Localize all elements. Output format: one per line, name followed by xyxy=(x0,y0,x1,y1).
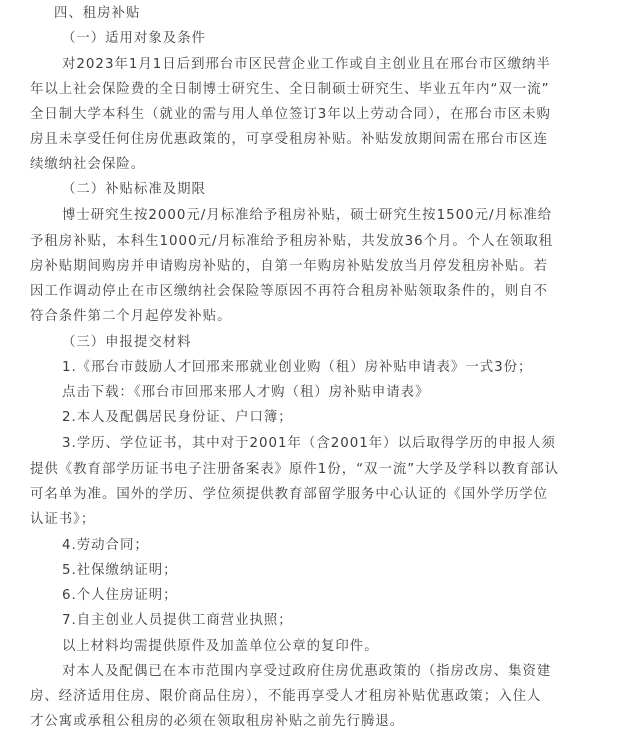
paragraph-line: 续缴纳社会保险。 xyxy=(30,157,146,172)
subheading-eligibility: （一）适用对象及条件 xyxy=(62,31,206,46)
paragraph-line: 房、经济适用住房、限价商品住房），不能再享受人才租房补贴优惠政策；入住人 xyxy=(30,689,542,704)
material-item: 1.《邢台市鼓励人才回邢来邢就业创业购（租）房补贴申请表》一式3份； xyxy=(62,360,533,375)
paragraph-line: 予租房补贴，本科生1000元/月标准给予租房补贴，共发放36个月。个人在领取租 xyxy=(30,234,554,249)
subheading-standard: （二）补贴标准及期限 xyxy=(62,182,206,197)
download-label: 点击下载： xyxy=(62,385,134,400)
paragraph-line: 全日制大学本科生（就业的需与用人单位签订3年以上劳动合同），在邢台市区未购 xyxy=(30,107,551,122)
material-item: 7.自主创业人员提供工商营业执照； xyxy=(62,613,293,628)
paragraph-line: 才公寓或承租公租房的必须在领取租房补贴之前先行腾退。 xyxy=(30,714,405,729)
subheading-materials: （三）申报提交材料 xyxy=(62,335,192,350)
paragraph-line: 对本人及配偶已在本市范围内享受过政府住房优惠政策的（指房改房、集资建 xyxy=(62,664,552,679)
section-heading: 四、租房补贴 xyxy=(54,6,141,21)
paragraph-line: 因工作调动停止在市区缴纳社会保险等原因不再符合租房补贴领取条件的，则自不 xyxy=(30,284,549,299)
material-item: 3.学历、学位证书，其中对于2001年（含2001年）以后取得学历的申报人须 xyxy=(62,436,556,451)
materials-note: 以上材料均需提供原件及加盖单位公章的复印件。 xyxy=(62,639,379,654)
paragraph-line: 提供《教育部学历证书电子注册备案表》原件1份，“双一流”大学及学科以教育部认 xyxy=(30,462,560,477)
download-link[interactable]: 《邢台市回邢来邢人才购（租）房补贴申请表》 xyxy=(133,385,430,400)
material-item: 6.个人住房证明； xyxy=(62,588,178,603)
download-row xyxy=(62,380,600,405)
paragraph-line: 对2023年1月1日后到邢台市区民营企业工作或自主创业且在邢台市区缴纳半 xyxy=(62,57,551,72)
material-item: 4.劳动合同； xyxy=(62,538,149,553)
paragraph-line: 可名单为准。国外的学历、学位须提供教育部留学服务中心认证的《国外学历学位 xyxy=(30,487,549,502)
paragraph-line: 符合条件第二个月起停发补贴。 xyxy=(30,309,232,324)
material-item: 5.社保缴纳证明； xyxy=(62,563,178,578)
paragraph-line: 年以上社会保险费的全日制博士研究生、全日制硕士研究生、毕业五年内“双一流” xyxy=(30,82,550,97)
paragraph-line: 认证书》； xyxy=(30,512,96,527)
paragraph-line: 博士研究生按2000元/月标准给予租房补贴，硕士研究生按1500元/月标准给 xyxy=(62,208,553,223)
paragraph-line: 房补贴期间购房并申请购房补贴的，自第一年购房补贴发放当月停发租房补贴。若 xyxy=(30,259,549,274)
paragraph-line: 房且未享受任何住房优惠政策的，可享受租房补贴。补贴发放期间需在邢台市区连 xyxy=(30,132,549,147)
material-item: 2.本人及配偶居民身份证、户口簿； xyxy=(62,410,293,425)
